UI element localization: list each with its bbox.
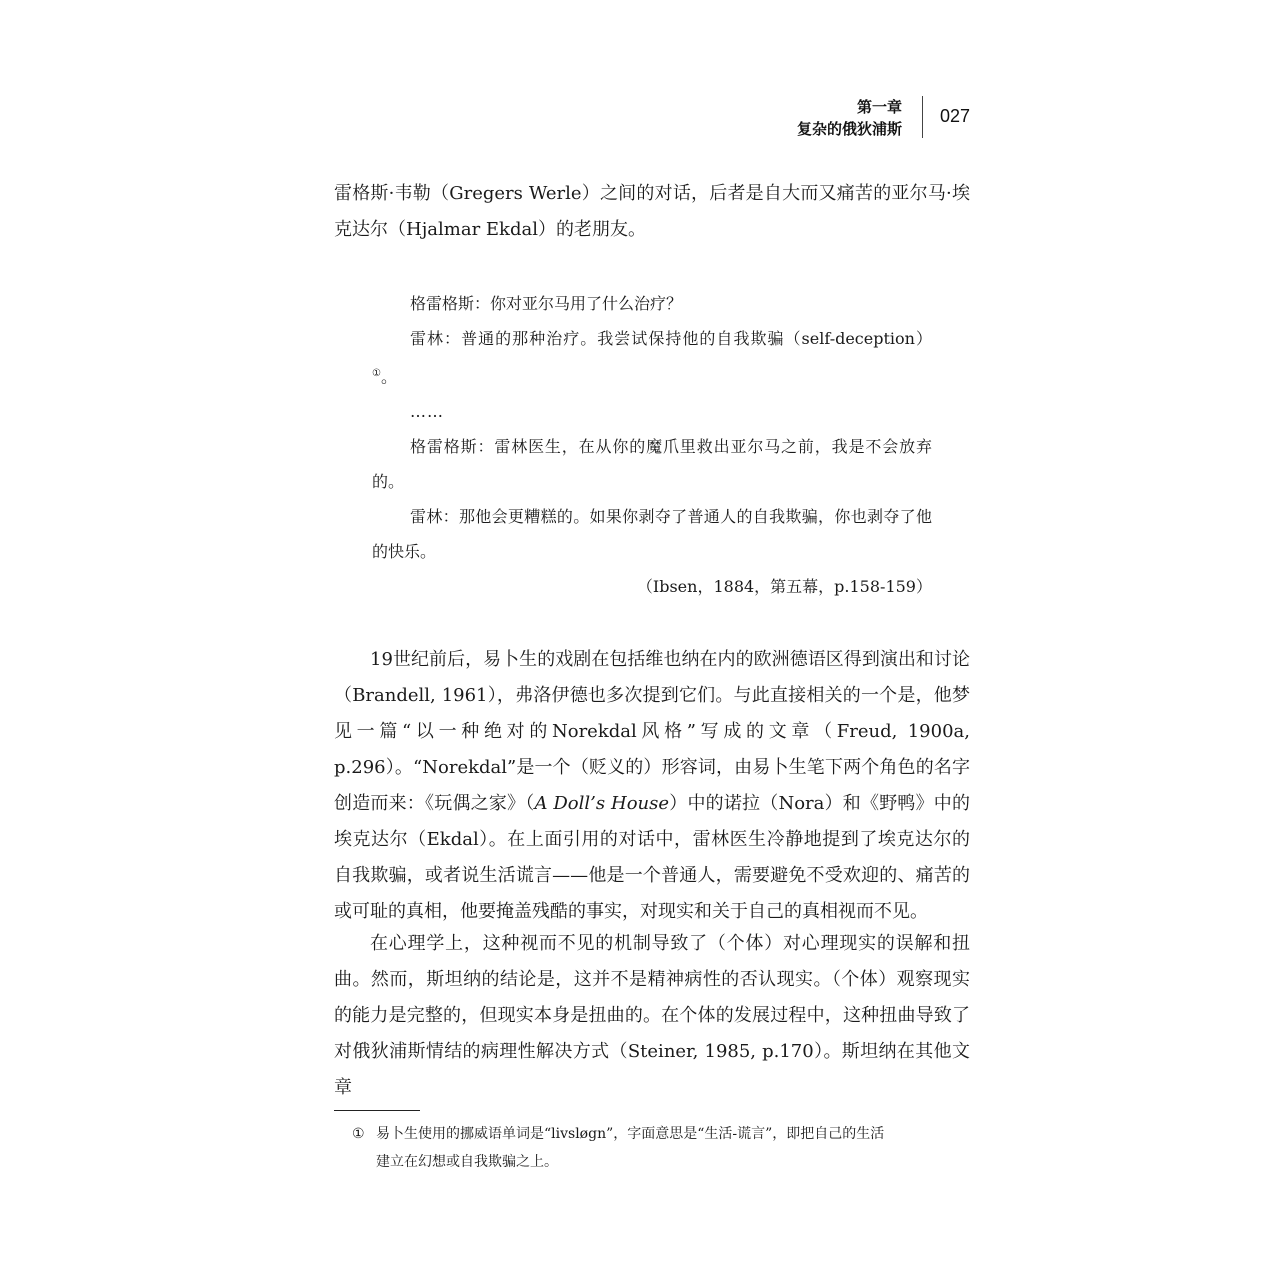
- footnote: [352, 1120, 970, 1176]
- footnote-text: 易卜生使用的挪威语单词是“livsløgn”，字面意思是“生活-谎言”，即把自己的生活: [376, 1126, 885, 1142]
- paragraph-intro: 雷格斯·韦勒（Gregers Werle）之间的对话，后者是自大而又痛苦的亚尔马·埃克达尔（Hjalmar Ekdal）的老朋友。: [334, 183, 970, 240]
- dialogue-text: 雷林：普通的那种治疗。我尝试保持他的自我欺骗（self-deception）: [410, 329, 932, 348]
- italic-title: A Doll’s House: [534, 793, 670, 814]
- footnote-text: 建立在幻想或自我欺骗之上。: [376, 1154, 558, 1170]
- chapter-title: 复杂的俄狄浦斯: [796, 120, 902, 138]
- paragraph-main: 在心理学上，这种视而不见的机制导致了（个体）对心理现实的误解和扭曲。然而，斯坦纳的结论是，这并不是精神病性的否认现实。（个体）观察现实的能力是完整的，但现实本身是扭曲的。在个体的发展过程中，这种扭曲导致了对俄狄浦斯情结的病理性解决方式（Steiner, 1985, p.170）。斯坦纳在其他文章: [334, 933, 970, 1098]
- dialogue-line: [372, 321, 932, 394]
- footnote-mark: ①: [352, 1126, 365, 1142]
- dialogue-quote: [372, 286, 932, 604]
- chapter-label: 第一章: [856, 98, 902, 116]
- dialogue-line: 雷林：那他会更糟糕的。如果你剥夺了普通人的自我欺骗，你也剥夺了他的快乐。: [372, 507, 932, 562]
- page-number: 027: [940, 106, 971, 126]
- paragraph-text: ）中的诺拉（Nora）和《野鸭》中的埃克达尔（Ekdal）。在上面引用的对话中，雷林医生冷静地提到了埃克达尔的自我欺骗，或者说生活谎言——他是一个普通人，需要避免不受欢迎的、痛苦的或可耻的真相，他要掩盖残酷的事实，对现实和关于自己的真相视而不见。: [334, 793, 971, 922]
- paragraph-text: 19世纪前后，易卜生的戏剧在包括维也纳在内的欧洲德语区得到演出和讨论（Brandell, 1961），弗洛伊德也多次提到它们。与此直接相关的一个是，他梦见一篇“以一种绝对的Norekdal风格”写成的文章（Freud, 1900a, p.296）。“Norekdal”是一个（贬义的）形容词，由易卜生笔下两个角色的名字创造而来：《玩偶之家》（: [334, 649, 970, 814]
- ellipsis: ……: [410, 402, 444, 422]
- header-divider: [922, 96, 923, 138]
- footnote-divider: [334, 1110, 420, 1111]
- dialogue-end: 。: [380, 367, 397, 387]
- running-header: [700, 96, 970, 140]
- paragraph-main: [334, 642, 970, 930]
- header-titles: [797, 96, 902, 140]
- dialogue-line: 格雷格斯：雷林医生，在从你的魔爪里救出亚尔马之前，我是不会放弃的。: [372, 437, 932, 492]
- footnote-reference[interactable]: ①: [372, 368, 381, 379]
- quote-citation: （Ibsen，1884，第五幕，p.158-159）: [636, 577, 932, 597]
- dialogue-line: 格雷格斯：你对亚尔马用了什么治疗？: [410, 294, 683, 313]
